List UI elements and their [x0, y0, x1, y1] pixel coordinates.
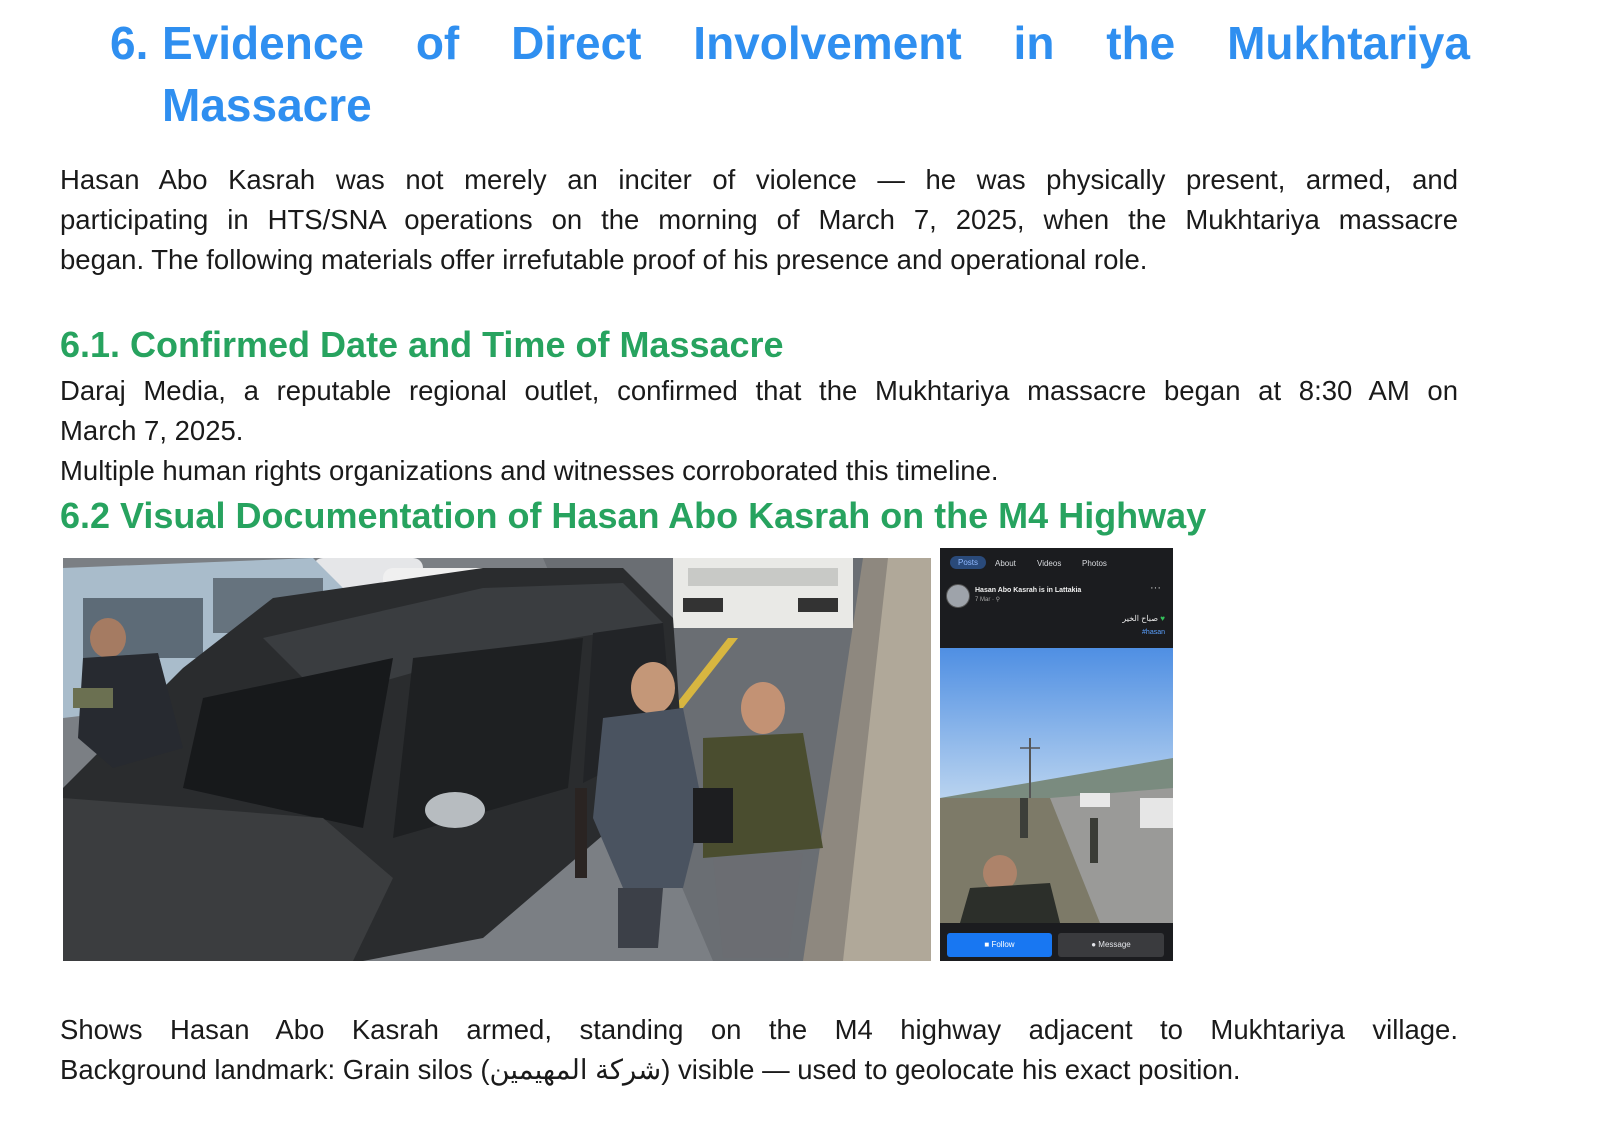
heading-word: of — [415, 17, 460, 69]
green-heart-icon: ♥ — [1160, 614, 1165, 623]
subsection-heading-6-1: 6.1. Confirmed Date and Time of Massacre — [60, 324, 784, 365]
profile-tabs — [940, 556, 1173, 574]
more-options-icon[interactable]: ··· — [1150, 582, 1161, 594]
heading-word: Direct — [511, 17, 642, 69]
follow-button[interactable] — [947, 933, 1052, 957]
text-line: Shows Hasan Abo Kasrah armed, standing on the M4 highway adjacent to Mukhtariya village. — [60, 1014, 1458, 1045]
avatar[interactable] — [946, 584, 970, 608]
section-heading-line2: Massacre — [162, 79, 372, 131]
subsection-heading-6-2: 6.2 Visual Documentation of Hasan Abo Kasrah on the M4 Highway — [60, 495, 1207, 536]
messenger-icon: ● — [1091, 940, 1097, 949]
text-line: March 7, 2025. — [60, 415, 244, 446]
photo-caption — [60, 1010, 1458, 1090]
subsection-6-1-paragraph — [60, 371, 1458, 491]
facebook-post-screenshot — [940, 548, 1173, 961]
tab-about[interactable]: About — [995, 559, 1016, 568]
text-line: participating in HTS/SNA operations on the morning of March 7, 2025, when the Mukhtariya massacre — [60, 204, 1458, 235]
intro-paragraph — [60, 160, 1458, 280]
tab-photos[interactable]: Photos — [1082, 559, 1107, 568]
follow-icon: ■ — [984, 940, 990, 949]
follow-button-label: Follow — [991, 940, 1015, 949]
post-text — [1122, 614, 1165, 623]
text-line: Hasan Abo Kasrah was not merely an inciter of violence — he was physically present, armed, and — [60, 164, 1458, 195]
message-button[interactable] — [1058, 933, 1164, 957]
post-author[interactable]: Hasan Abo Kasrah is in Lattakia — [975, 587, 1082, 594]
heading-word: the — [1106, 17, 1176, 69]
tab-videos[interactable]: Videos — [1037, 559, 1062, 568]
post-text-content: صباح الخير — [1122, 614, 1159, 623]
post-header — [940, 576, 1173, 648]
post-photo[interactable] — [940, 648, 1173, 923]
text-line: Multiple human rights organizations and witnesses corroborated this timeline. — [60, 455, 999, 486]
text-line: Background landmark: Grain silos (شركة المهيمين) visible — used to geolocate his exact position. — [60, 1054, 1241, 1085]
heading-word: in — [1013, 17, 1055, 69]
section-heading-line1 — [162, 12, 1470, 74]
text-line: Daraj Media, a reputable regional outlet, confirmed that the Mukhtariya massacre began at 8:30 AM on — [60, 375, 1458, 406]
highway-photo-illustration — [63, 558, 931, 961]
text-line: began. The following materials offer irrefutable proof of his presence and operational role. — [60, 244, 1148, 275]
post-hashtag[interactable]: #hasan — [1142, 629, 1165, 636]
post-photo-illustration — [940, 648, 1173, 923]
section-number: 6. — [110, 17, 149, 69]
highway-photo — [63, 558, 931, 961]
heading-word: Evidence — [162, 17, 364, 69]
post-time: 7 Mar · ⚲ — [975, 597, 1001, 603]
message-button-label: Message — [1098, 940, 1131, 949]
heading-word: Mukhtariya — [1227, 17, 1470, 69]
tab-posts[interactable]: Posts — [950, 556, 986, 569]
heading-word: Involvement — [693, 17, 962, 69]
